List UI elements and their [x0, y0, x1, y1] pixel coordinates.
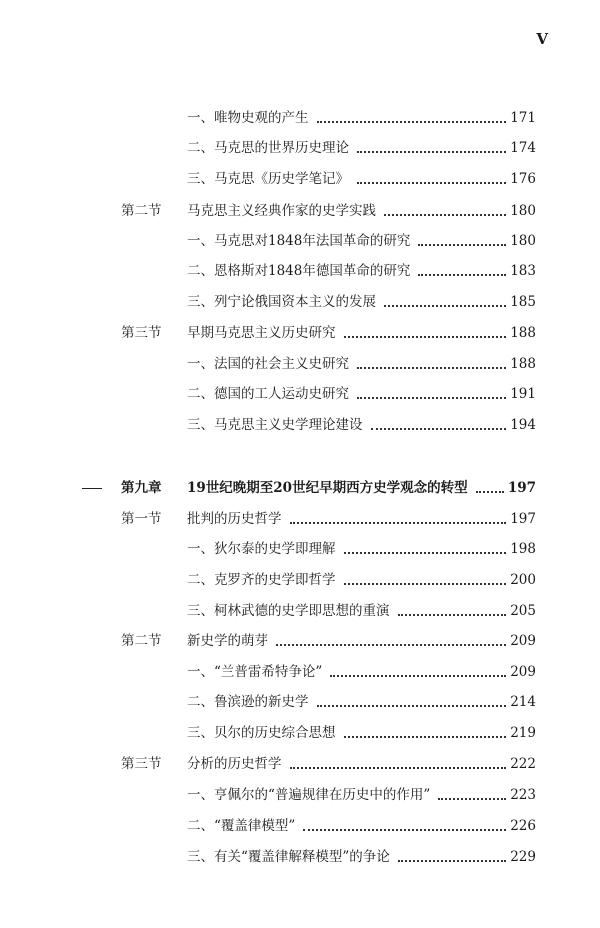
leader-dots [476, 476, 504, 500]
toc-chapter-row[interactable] [0, 476, 600, 500]
toc-title: 二、“覆盖律模型” [187, 818, 296, 834]
section-label: 第三节 [121, 325, 162, 341]
leader-dots [438, 783, 506, 807]
toc-title: 三、贝尔的历史综合思想 [187, 725, 336, 741]
section-label: 第二节 [121, 203, 162, 219]
leader-dots [290, 507, 507, 531]
leader-dots [344, 721, 507, 745]
toc-page: 185 [510, 294, 536, 310]
leader-dots [344, 321, 507, 345]
toc-page: 200 [510, 572, 536, 588]
section-label: 第三节 [121, 756, 162, 772]
toc-row[interactable] [0, 629, 600, 653]
section-label: 第二节 [121, 633, 162, 649]
leader-dots [398, 845, 506, 869]
toc-row[interactable] [0, 845, 600, 869]
leader-dots [317, 690, 507, 714]
toc-title: 19世纪晚期至20世纪早期西方史学观念的转型 [187, 480, 468, 496]
toc-title: 一、狄尔泰的史学即理解 [187, 541, 336, 557]
toc-row[interactable] [0, 507, 600, 531]
chapter-label: 第九章 [121, 480, 162, 496]
leader-dots [398, 599, 507, 623]
toc-page: 198 [510, 541, 536, 557]
toc-row[interactable] [0, 352, 600, 376]
toc-page: 222 [510, 756, 536, 772]
toc-page: 171 [510, 110, 536, 126]
toc-page: 205 [510, 603, 536, 619]
toc-row[interactable] [0, 167, 600, 191]
leader-dots [330, 660, 506, 684]
leader-dots [357, 167, 506, 191]
toc-title: 早期马克思主义历史研究 [187, 325, 336, 341]
toc-page: 176 [510, 171, 536, 187]
toc-title: 一、亨佩尔的“普遍规律在历史中的作用” [187, 787, 431, 803]
toc-title: 三、马克思主义史学理论建设 [187, 417, 363, 433]
toc-row[interactable] [0, 752, 600, 776]
leader-dots [276, 629, 506, 653]
leader-dots [357, 382, 506, 406]
toc-row[interactable] [0, 382, 600, 406]
toc-page: 197 [507, 480, 536, 496]
toc-title: 分析的历史哲学 [187, 756, 282, 772]
toc-title: 二、马克思的世界历史理论 [187, 140, 349, 156]
toc-row[interactable] [0, 690, 600, 714]
toc-page: 180 [510, 203, 536, 219]
toc-page: 180 [510, 233, 536, 249]
toc-row[interactable] [0, 660, 600, 684]
toc-row[interactable] [0, 537, 600, 561]
leader-dots [371, 413, 507, 437]
toc-title: 三、马克思《历史学笔记》 [187, 171, 349, 187]
toc-title: 新史学的萌芽 [187, 633, 268, 649]
toc-row[interactable] [0, 199, 600, 223]
toc-page: 219 [510, 725, 536, 741]
toc-page: 226 [510, 818, 536, 834]
leader-dots [317, 106, 507, 130]
toc-title: 一、法国的社会主义史研究 [187, 356, 349, 372]
leader-dots [357, 136, 506, 160]
leader-dots [418, 259, 506, 283]
leader-dots [384, 290, 506, 314]
toc-title: 二、恩格斯对1848年德国革命的研究 [187, 263, 411, 279]
toc-title: 批判的历史哲学 [187, 511, 282, 527]
toc-page: 197 [510, 511, 536, 527]
toc-row[interactable] [0, 290, 600, 314]
toc-title: 二、德国的工人运动史研究 [187, 386, 349, 402]
page-number: V [536, 30, 548, 48]
toc-page: 214 [510, 694, 536, 710]
toc-page: 194 [510, 417, 536, 433]
toc-title: 马克思主义经典作家的史学实践 [187, 203, 376, 219]
chapter-dash [82, 488, 102, 489]
toc-page: 209 [510, 633, 536, 649]
leader-dots [357, 352, 506, 376]
toc-row[interactable] [0, 413, 600, 437]
leader-dots [344, 568, 507, 592]
leader-dots [384, 199, 506, 223]
toc-title: 二、鲁滨逊的新史学 [187, 694, 309, 710]
leader-dots [290, 752, 507, 776]
toc-page: 183 [510, 263, 536, 279]
section-label: 第一节 [121, 511, 162, 527]
toc-row[interactable] [0, 568, 600, 592]
toc-row[interactable] [0, 259, 600, 283]
toc-row[interactable] [0, 136, 600, 160]
toc-page: 188 [510, 325, 536, 341]
leader-dots [418, 229, 506, 253]
toc-row[interactable] [0, 814, 600, 838]
toc-title: 一、唯物史观的产生 [187, 110, 309, 126]
toc-row[interactable] [0, 229, 600, 253]
toc-page: 188 [510, 356, 536, 372]
toc-page: 191 [510, 386, 536, 402]
toc-row[interactable] [0, 599, 600, 623]
leader-dots [344, 537, 507, 561]
toc-title: 三、有关“覆盖律解释模型”的争论 [187, 849, 390, 865]
toc-row[interactable] [0, 106, 600, 130]
toc-row[interactable] [0, 721, 600, 745]
toc-row[interactable] [0, 783, 600, 807]
toc-title: 三、柯林武德的史学即思想的重演 [187, 603, 390, 619]
toc-row[interactable] [0, 321, 600, 345]
toc-title: 一、“兰普雷希特争论” [187, 664, 323, 680]
toc-title: 三、列宁论俄国资本主义的发展 [187, 294, 376, 310]
toc-title: 二、克罗齐的史学即哲学 [187, 572, 336, 588]
leader-dots [303, 814, 506, 838]
toc-page: 174 [510, 140, 536, 156]
toc-page: 229 [510, 849, 536, 865]
toc-page: 209 [510, 664, 536, 680]
toc-title: 一、马克思对1848年法国革命的研究 [187, 233, 411, 249]
toc-page: 223 [510, 787, 536, 803]
